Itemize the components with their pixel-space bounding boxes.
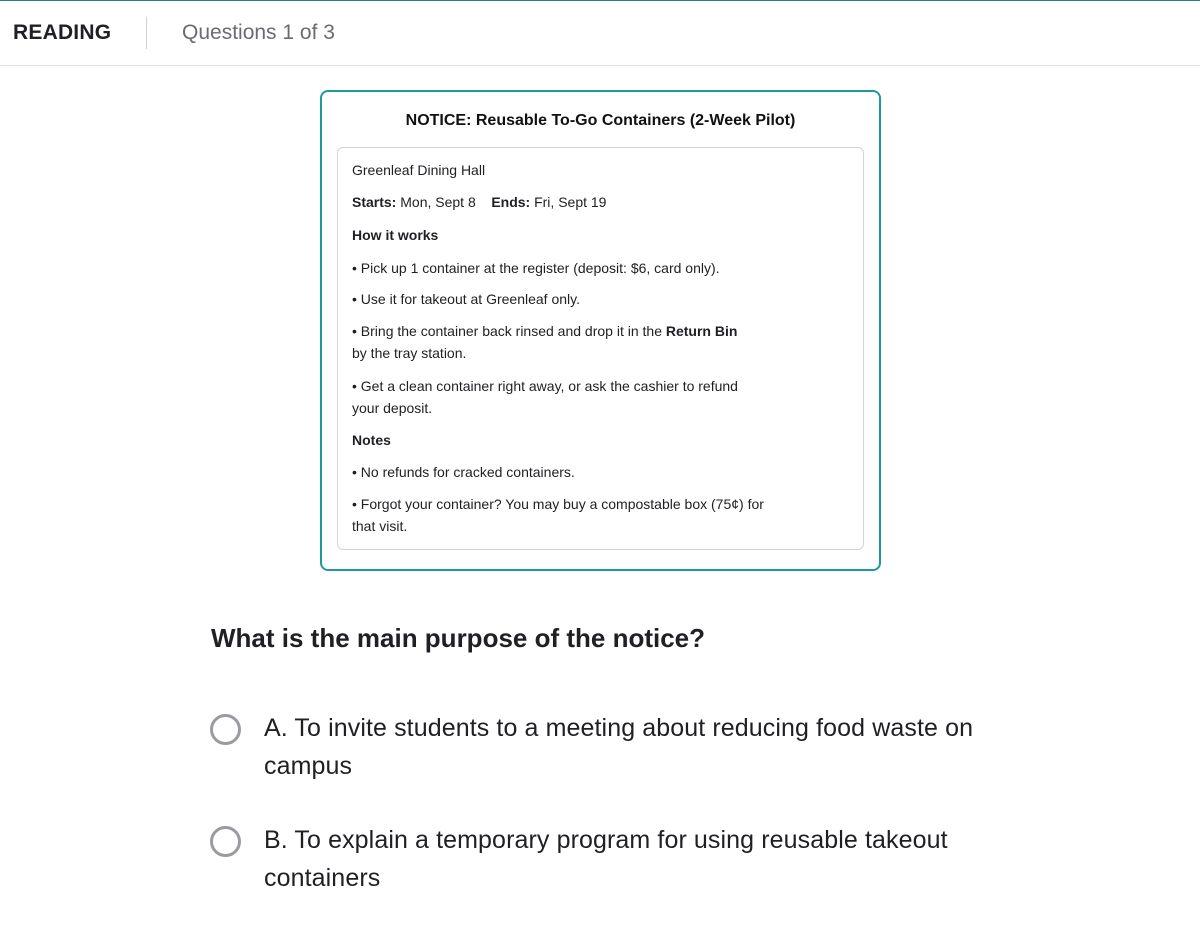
header-divider [146,17,147,49]
notice-location: Greenleaf Dining Hall [352,162,486,178]
ends-value: Fri, Sept 19 [534,194,607,210]
answer-option-a-label: A. To invite students to a meeting about reducing food waste on campus [264,714,974,780]
radio-button-a[interactable] [210,714,241,745]
answer-option-b[interactable] [210,825,1000,905]
notice-title: NOTICE: Reusable To-Go Containers (2-Week Pilot) [405,112,796,129]
how-item-3 [352,320,737,364]
reading-header [0,1,1200,66]
note-item-1: • No refunds for cracked containers. [352,464,575,480]
how-item-2: • Use it for takeout at Greenleaf only. [352,291,580,307]
how-it-works-heading: How it works [352,227,439,243]
how-item-1: • Pick up 1 container at the register (deposit: $6, card only). [352,260,720,276]
ends-label: Ends: [491,194,531,210]
note-item-2 [352,493,764,537]
passage-notice [320,90,881,571]
notice-card [337,147,864,550]
starts-label: Starts: [352,194,397,210]
notice-dates [352,191,606,213]
how-item-3-text: • Bring the container back rinsed and drop it in the [352,323,666,339]
return-bin-label: Return Bin [665,323,738,339]
how-item-4 [352,375,738,419]
starts-value: Mon, Sept 8 [400,194,476,210]
answer-option-a[interactable] [210,713,1000,793]
answer-option-b-label: B. To explain a temporary program for using reusable takeout containers [264,826,948,892]
question-prompt: What is the main purpose of the notice? [211,623,706,653]
how-item-4-cont: your deposit. [352,400,433,416]
how-item-4-text: • Get a clean container right away, or ask the cashier to refund [352,378,738,394]
how-item-3-cont: by the tray station. [352,345,467,361]
section-label: READING [13,21,112,44]
radio-button-b[interactable] [210,826,241,857]
note-item-2-text: • Forgot your container? You may buy a compostable box (75¢) for [352,496,764,512]
notes-heading: Notes [352,432,391,448]
question-progress: Questions 1 of 3 [182,21,335,44]
note-item-2-cont: that visit. [352,518,408,534]
